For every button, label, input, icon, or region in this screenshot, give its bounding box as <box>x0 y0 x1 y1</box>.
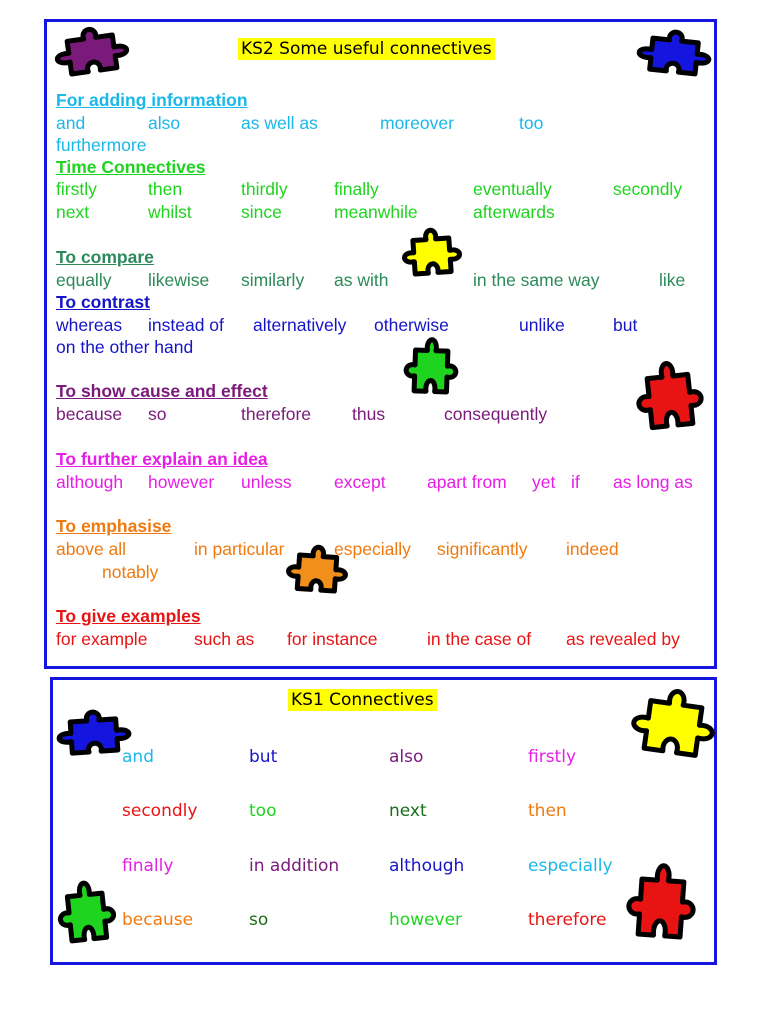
blue-puzzle-piece-icon <box>633 26 714 86</box>
ks1-connective-word: so <box>249 910 269 930</box>
connective-word: next <box>56 202 90 222</box>
connective-word: in particular <box>194 539 285 559</box>
connective-word: for instance <box>287 629 378 649</box>
red-puzzle-piece-icon <box>632 357 708 446</box>
section-heading: To give examples <box>56 606 201 626</box>
blue-puzzle-piece-icon <box>54 707 133 764</box>
ks1-connective-word: in addition <box>249 856 340 876</box>
section-heading: To contrast <box>56 292 150 312</box>
connective-word: above all <box>56 539 127 559</box>
ks2-title: KS2 Some useful connectives <box>238 38 495 60</box>
connective-word: firstly <box>56 179 97 199</box>
connective-word: for example <box>56 629 148 649</box>
section-heading: For adding information <box>56 90 248 110</box>
connective-word: alternatively <box>253 315 347 335</box>
connective-word: consequently <box>444 404 548 424</box>
connective-word: thus <box>352 404 386 424</box>
connective-word: afterwards <box>473 202 555 222</box>
ks1-connective-word: too <box>249 801 277 821</box>
connective-word: then <box>148 179 183 199</box>
yellow-puzzle-piece-icon <box>625 682 721 773</box>
connective-word: unless <box>241 472 292 492</box>
connective-word: because <box>56 404 123 424</box>
connective-word: except <box>334 472 386 492</box>
connective-word: eventually <box>473 179 552 199</box>
connective-word: such as <box>194 629 255 649</box>
connective-word: equally <box>56 270 112 290</box>
connective-word: similarly <box>241 270 305 290</box>
connective-word: significantly <box>437 539 528 559</box>
connective-word: in the same way <box>473 270 600 290</box>
connective-word: thirdly <box>241 179 288 199</box>
connective-word: so <box>148 404 167 424</box>
connective-word: as long as <box>613 472 693 492</box>
connective-word: furthermore <box>56 135 147 155</box>
ks1-connective-word: therefore <box>528 910 607 930</box>
connective-word: indeed <box>566 539 619 559</box>
connective-word: however <box>148 472 215 492</box>
section-heading: To compare <box>56 247 154 267</box>
ks1-connective-word: but <box>249 747 278 767</box>
connective-word: also <box>148 113 181 133</box>
connective-word: notably <box>102 562 159 582</box>
connective-word: instead of <box>148 315 224 335</box>
connective-word: apart from <box>427 472 507 492</box>
connective-word: although <box>56 472 124 492</box>
ks1-connective-word: because <box>122 910 194 930</box>
connective-word: finally <box>334 179 379 199</box>
ks1-connective-word: also <box>389 747 424 767</box>
connective-word: unlike <box>519 315 565 335</box>
connective-word: yet <box>532 472 556 492</box>
connective-word: and <box>56 113 86 133</box>
connective-word: whereas <box>56 315 123 335</box>
purple-puzzle-piece-icon <box>51 22 134 87</box>
ks1-connective-word: next <box>389 801 427 821</box>
ks1-connective-word: and <box>122 747 154 767</box>
connective-word: as with <box>334 270 389 290</box>
connective-word: in the case of <box>427 629 532 649</box>
ks1-connective-word: finally <box>122 856 174 876</box>
ks1-connective-word: although <box>389 856 465 876</box>
connective-word: secondly <box>613 179 683 199</box>
connective-word: especially <box>334 539 411 559</box>
connective-word: moreover <box>380 113 454 133</box>
ks1-connective-word: however <box>389 910 463 930</box>
connective-word: like <box>659 270 686 290</box>
connective-word: too <box>519 113 544 133</box>
ks1-connective-word: especially <box>528 856 613 876</box>
section-heading: To emphasise <box>56 516 172 536</box>
ks1-connective-word: firstly <box>528 747 577 767</box>
connective-word: therefore <box>241 404 312 424</box>
ks1-connective-word: then <box>528 801 567 821</box>
green-puzzle-piece-icon <box>54 877 119 957</box>
connective-word: but <box>613 315 638 335</box>
connective-word: as revealed by <box>566 629 680 649</box>
section-heading: Time Connectives <box>56 157 206 177</box>
ks1-title: KS1 Connectives <box>288 689 437 711</box>
connective-word: otherwise <box>374 315 449 335</box>
orange-puzzle-piece-icon <box>284 543 350 603</box>
connective-word: if <box>571 472 580 492</box>
ks1-connective-word: secondly <box>122 801 198 821</box>
yellow-puzzle-piece-icon <box>400 226 464 286</box>
green-puzzle-piece-icon <box>403 336 459 406</box>
connective-word: as well as <box>241 113 318 133</box>
connective-word: likewise <box>148 270 210 290</box>
connective-word: since <box>241 202 282 222</box>
connective-word: whilst <box>148 202 192 222</box>
connective-word: meanwhile <box>334 202 418 222</box>
section-heading: To further explain an idea <box>56 449 268 469</box>
section-heading: To show cause and effect <box>56 381 268 401</box>
red-puzzle-piece-icon <box>623 860 699 957</box>
connective-word: on the other hand <box>56 337 194 357</box>
